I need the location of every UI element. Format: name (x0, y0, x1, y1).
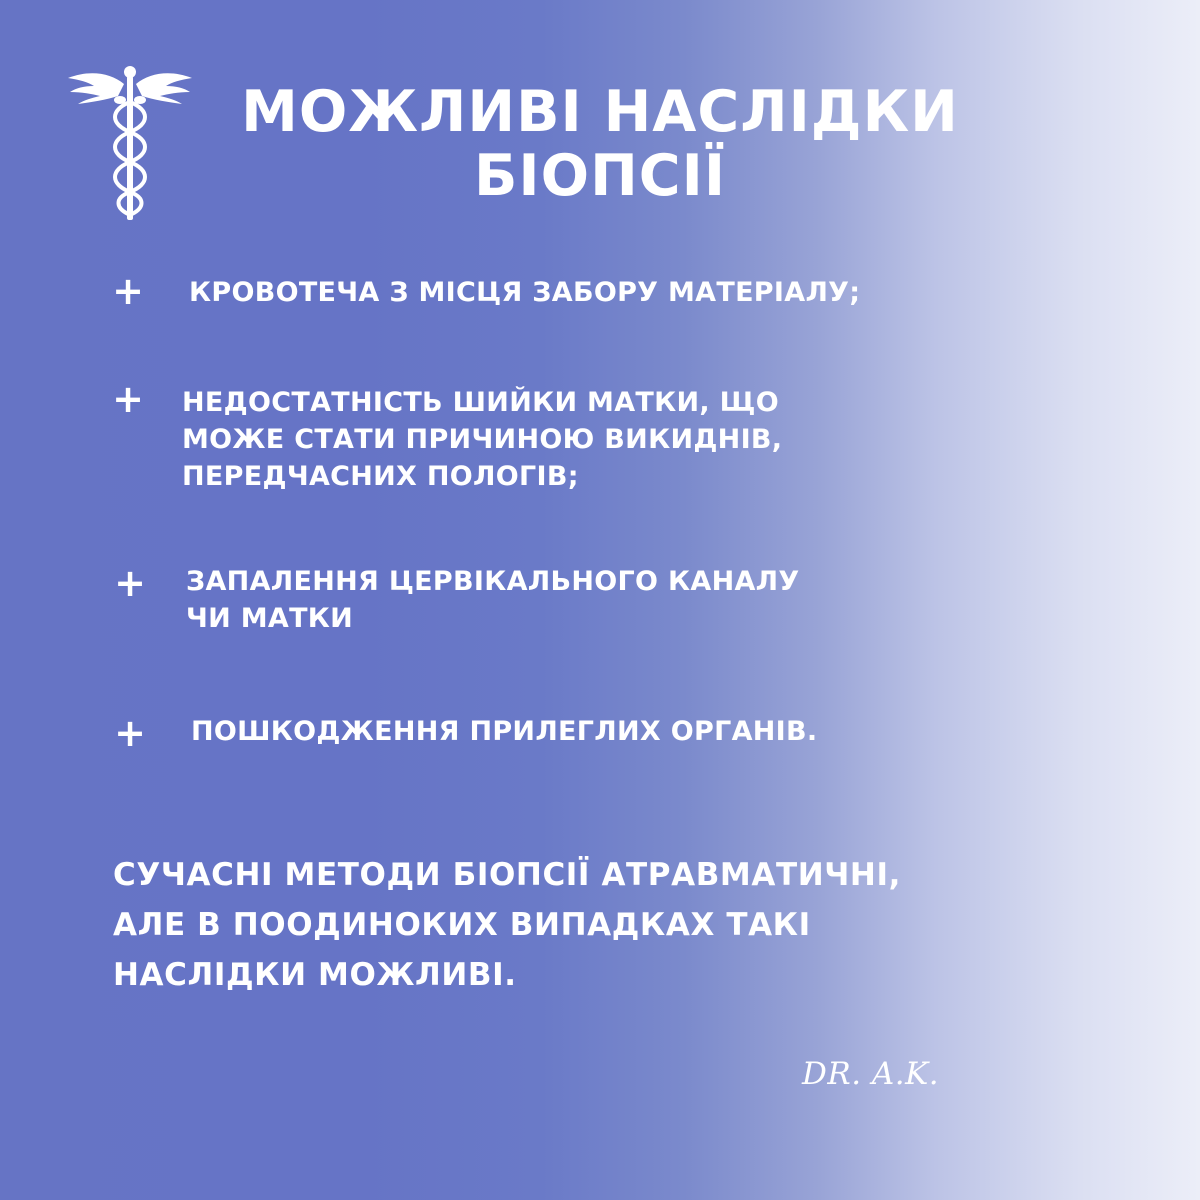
page-title: МОЖЛИВІ НАСЛІДКИ БІОПСІЇ (241, 79, 959, 209)
plus-icon: + (114, 561, 146, 605)
author-signature: DR. A.K. (802, 1056, 940, 1092)
plus-icon: + (112, 377, 144, 421)
caduceus-icon (66, 62, 194, 224)
plus-icon: + (114, 711, 146, 755)
list-item: ЗАПАЛЕННЯ ЦЕРВІКАЛЬНОГО КАНАЛУ ЧИ МАТКИ (186, 566, 800, 634)
list-item: ПОШКОДЖЕННЯ ПРИЛЕГЛИХ ОРГАНІВ. (191, 716, 818, 747)
closing-note: СУЧАСНІ МЕТОДИ БІОПСІЇ АТРАВМАТИЧНІ, АЛЕ В ПООДИНОКИХ ВИПАДКАХ ТАКІ НАСЛІДКИ МОЖЛИВІ. (113, 857, 901, 993)
list-item: КРОВОТЕЧА З МІСЦЯ ЗАБОРУ МАТЕРІАЛУ; (189, 277, 861, 308)
plus-icon: + (112, 269, 144, 313)
list-item: НЕДОСТАТНІСТЬ ШИЙКИ МАТКИ, ЩО МОЖЕ СТАТИ ПРИЧИНОЮ ВИКИДНІВ, ПЕРЕДЧАСНИХ ПОЛОГІВ; (182, 387, 783, 492)
